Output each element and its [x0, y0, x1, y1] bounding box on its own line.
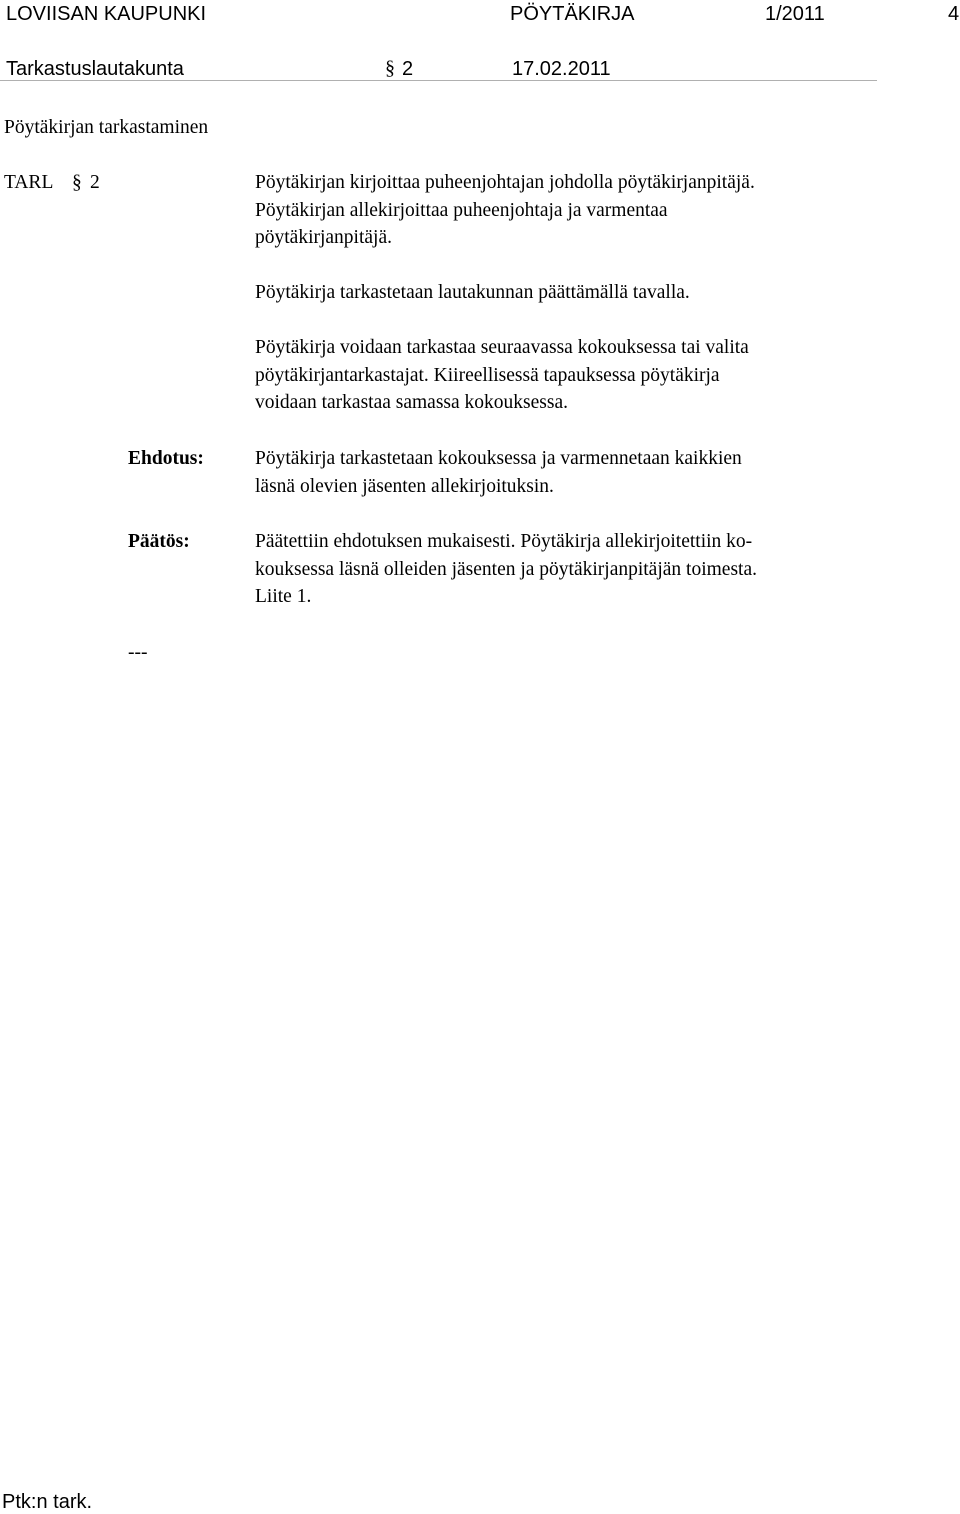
paragraph-line: pöytäkirjanpitäjä. [255, 227, 392, 248]
decision-label: Päätös: [128, 531, 190, 552]
paragraph-line: pöytäkirjantarkastajat. Kiireellisessä tapauksessa pöytäkirja [255, 364, 720, 386]
organization-name: LOVIISAN KAUPUNKI [6, 3, 207, 25]
decision-text [255, 528, 855, 611]
paragraph-line: Pöytäkirjan allekirjoittaa puheenjohtaja ja varmentaa [255, 199, 668, 221]
end-marker: --- [128, 642, 148, 663]
decision-line: Päätettiin ehdotuksen mukaisesti. Pöytäkirja allekirjoitettiin ko- [255, 531, 753, 552]
header-divider [0, 80, 877, 81]
proposal-text [255, 445, 855, 500]
meeting-date: 17.02.2011 [512, 58, 611, 80]
proposal-line: läsnä olevien jäsenten allekirjoituksin. [255, 475, 554, 497]
paragraph-1 [255, 169, 855, 252]
item-ref-number: 2 [90, 172, 100, 193]
document-number: 1/2011 [765, 3, 825, 25]
footer-note: Ptk:n tark. [2, 1491, 93, 1513]
paragraph-3 [255, 334, 855, 417]
decision-line: kouksessa läsnä olleiden jäsenten ja pöytäkirjanpitäjän toimesta. [255, 558, 757, 580]
item-ref-symbol: § [72, 172, 82, 193]
paragraph-line: voidaan tarkastaa samassa kokouksessa. [255, 392, 568, 413]
section-number: 2 [402, 58, 414, 80]
document-type: PÖYTÄKIRJA [510, 3, 635, 25]
item-ref-code: TARL [4, 172, 54, 193]
decision-line: Liite 1. [255, 586, 312, 607]
paragraph-2 [255, 279, 855, 307]
page-number: 4 [948, 3, 960, 25]
section-symbol: § [385, 57, 395, 79]
paragraph-line: Pöytäkirjan kirjoittaa puheenjohtajan johdolla pöytäkirjanpitäjä. [255, 172, 755, 193]
proposal-label: Ehdotus: [128, 448, 204, 469]
item-title: Pöytäkirjan tarkastaminen [4, 117, 209, 138]
paragraph-line: Pöytäkirja tarkastetaan lautakunnan päättämällä tavalla. [255, 282, 690, 303]
proposal-line: Pöytäkirja tarkastetaan kokouksessa ja varmennetaan kaikkien [255, 448, 742, 469]
paragraph-line: Pöytäkirja voidaan tarkastaa seuraavassa kokouksessa tai valita [255, 337, 749, 358]
board-name: Tarkastuslautakunta [6, 58, 184, 80]
